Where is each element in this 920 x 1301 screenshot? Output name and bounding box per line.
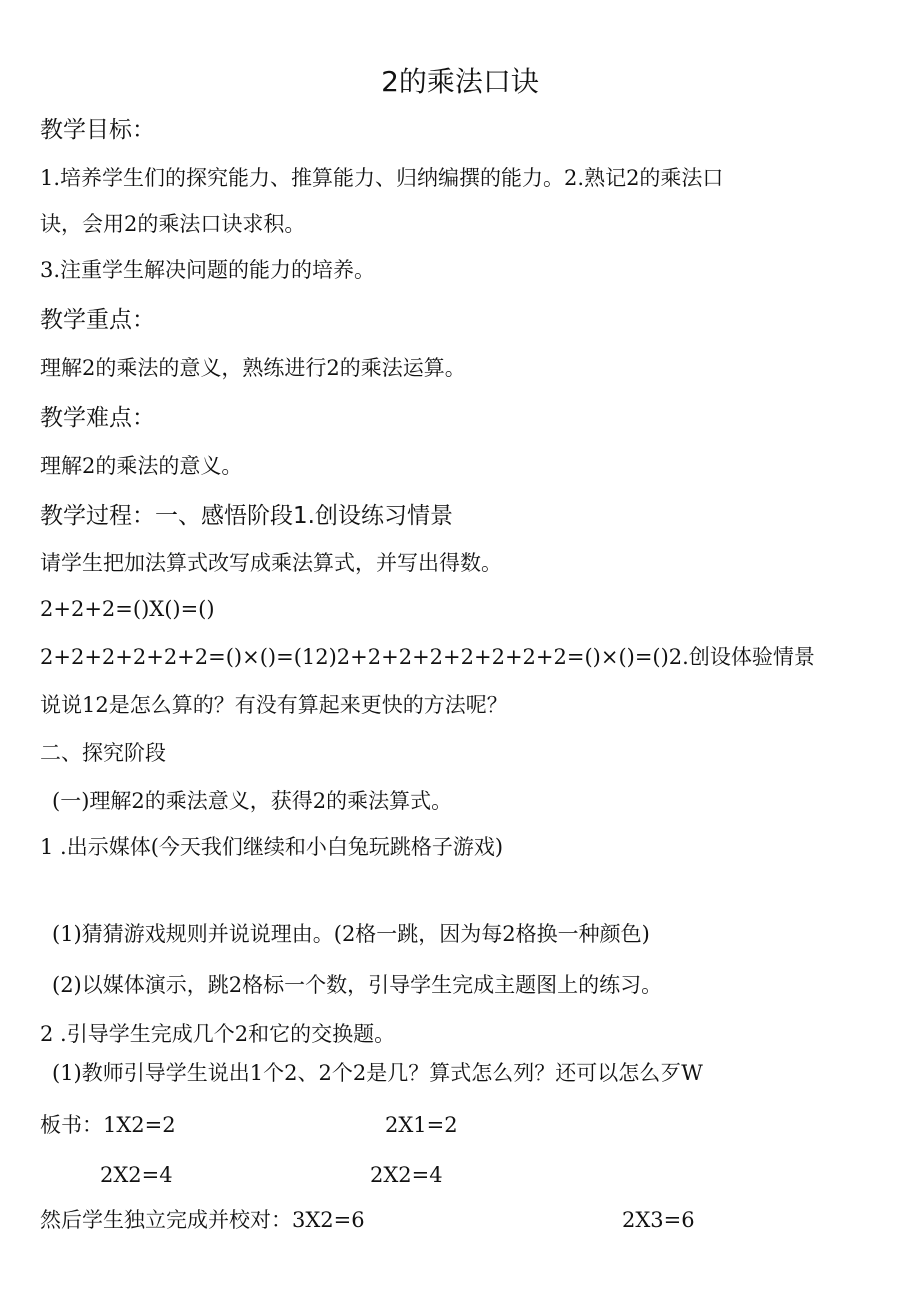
objectives-line-2: 诀，会用2的乘法口诀求积。	[40, 212, 306, 236]
process-line: 二、探究阶段	[40, 741, 166, 765]
key-points-text: 理解2的乘法的意义，熟练进行2的乘法运算。	[40, 356, 466, 380]
board-label: 板书：1X2=2	[40, 1113, 176, 1137]
objectives-line-3: 3.注重学生解决问题的能力的培养。	[40, 258, 376, 282]
process-line: (一)理解2的乘法意义，获得2的乘法算式。	[52, 789, 453, 813]
difficulties-heading: 教学难点：	[40, 405, 155, 431]
objectives-line-1: 1.培养学生们的探究能力、推算能力、归纳编撰的能力。2.熟记2的乘法口	[40, 166, 724, 190]
board-right-3: 2X3=6	[622, 1208, 695, 1232]
process-line: 2 .引导学生完成几个2和它的交换题。	[40, 1022, 396, 1046]
board-right-1: 2X1=2	[385, 1113, 458, 1137]
process-line: 2+2+2=()X()=()	[40, 597, 215, 621]
difficulties-text: 理解2的乘法的意义。	[40, 454, 243, 478]
process-line: (2)以媒体演示，跳2格标一个数，引导学生完成主题图上的练习。	[52, 973, 663, 997]
objectives-heading: 教学目标：	[40, 117, 155, 143]
key-points-heading: 教学重点：	[40, 307, 155, 333]
process-line: (1)教师引导学生说出1个2、2个2是几？算式怎么列？还可以怎么歹W	[52, 1061, 703, 1085]
process-line: 请学生把加法算式改写成乘法算式，并写出得数。	[40, 551, 502, 575]
process-line: (1)猜猜游戏规则并说说理由。(2格一跳，因为每2格换一种颜色)	[52, 922, 650, 946]
board-left-2: 2X2=4	[100, 1163, 173, 1187]
process-heading: 教学过程：一、感悟阶段1.创设练习情景	[40, 503, 453, 529]
document-title: 2的乘法口诀	[381, 65, 539, 98]
process-line: 说说12是怎么算的？有没有算起来更快的方法呢？	[40, 693, 508, 717]
process-line: 1 .出示媒体(今天我们继续和小白兔玩跳格子游戏)	[40, 835, 504, 859]
board-right-2: 2X2=4	[370, 1163, 443, 1187]
board-check-line: 然后学生独立完成并校对：3X2=6	[40, 1208, 365, 1232]
process-line: 2+2+2+2+2+2=()×()=(12)2+2+2+2+2+2+2+2=()×()=()2.创设体验情景	[40, 645, 815, 669]
